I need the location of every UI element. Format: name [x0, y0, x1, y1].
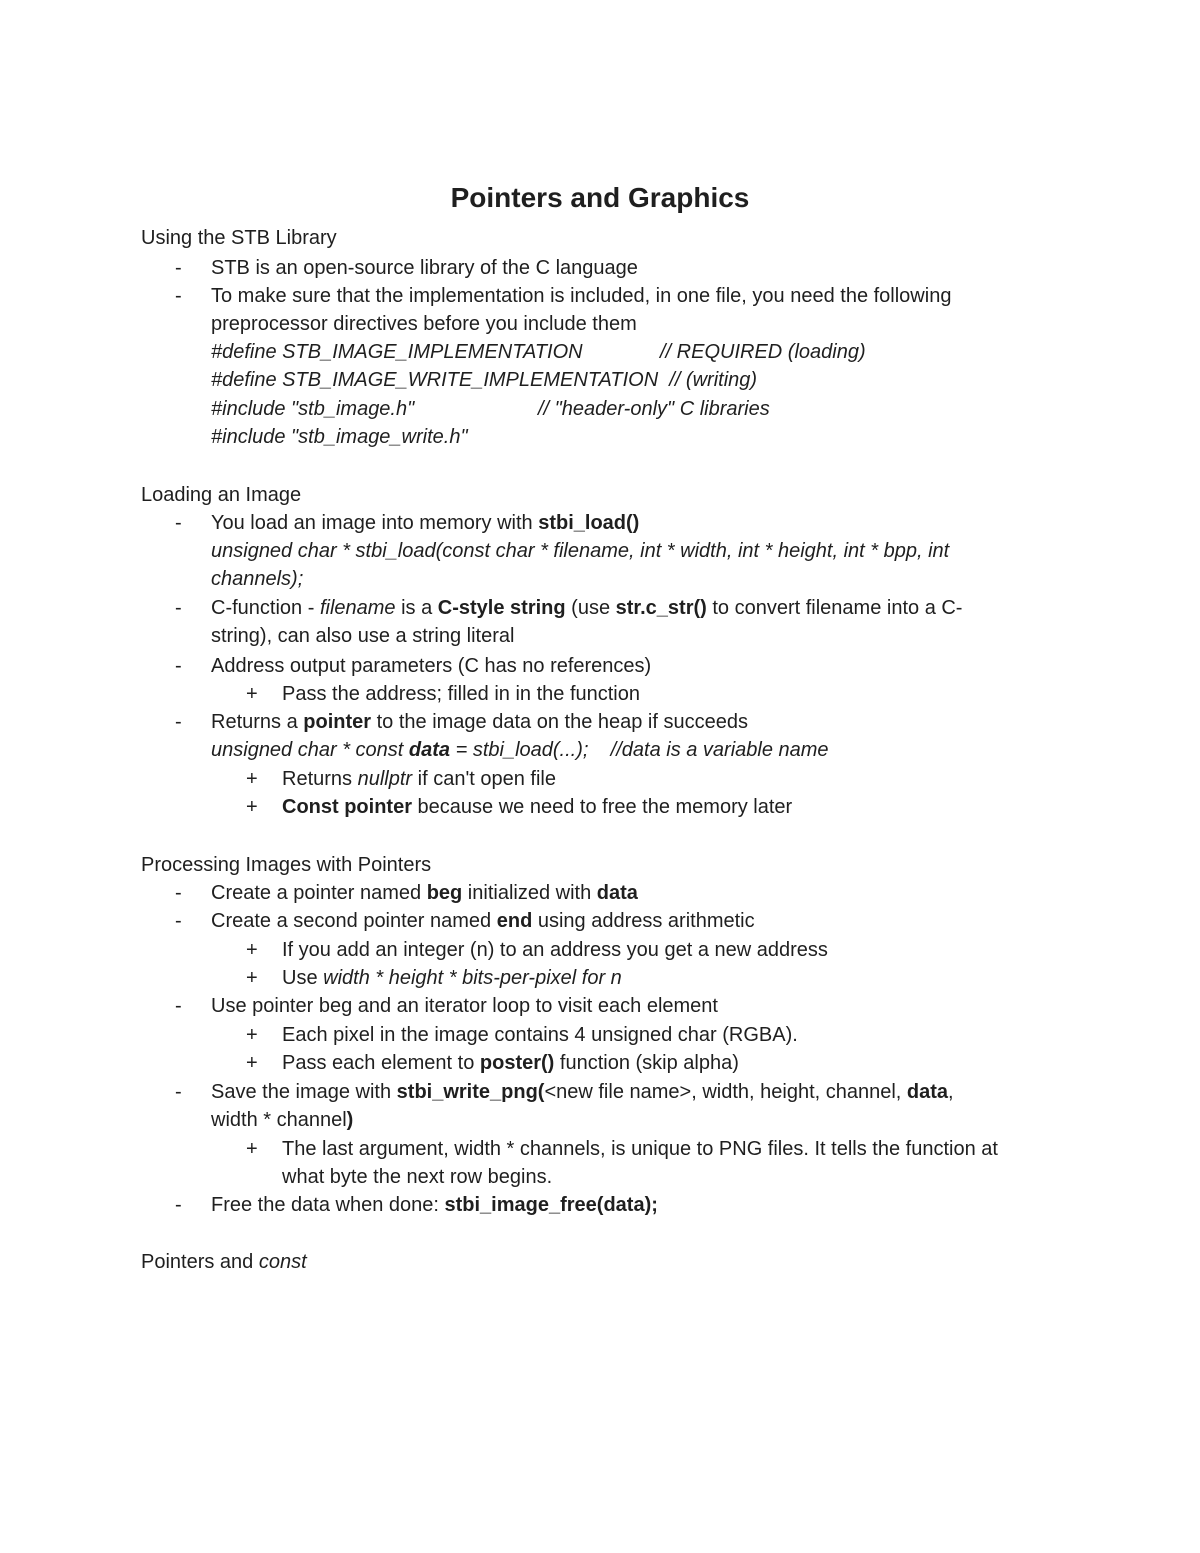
processing-bullet-2-sub-1: If you add an integer (n) to an address you get a new address	[282, 939, 828, 961]
const-pointer-term: Const pointer	[282, 796, 412, 818]
processing-bullet-3: Use pointer beg and an iterator loop to visit each element	[211, 995, 718, 1017]
section-heading-const	[141, 1248, 307, 1276]
stbi-load-signature-line-2	[211, 565, 303, 593]
bullet-marker: -	[175, 655, 182, 677]
code-comment-required	[660, 338, 866, 366]
processing-bullet-3-sub-2	[282, 1049, 739, 1077]
loading-bullet-4-sub-2	[282, 793, 792, 821]
sub-bullet-marker: +	[246, 1052, 258, 1074]
bullet-marker: -	[175, 597, 182, 619]
beg-term: beg	[426, 882, 463, 904]
section-heading-loading: Loading an Image	[141, 484, 302, 506]
sub-bullet-marker: +	[246, 1024, 258, 1046]
sub-bullet-marker: +	[246, 796, 258, 818]
text: to convert filename into a C-	[706, 597, 963, 619]
text: You load an image into memory with	[211, 512, 539, 534]
text: using address arithmetic	[532, 910, 755, 932]
text: (use	[565, 597, 616, 619]
processing-bullet-2	[211, 907, 755, 935]
text: to the image data on the heap if succeeds	[371, 711, 748, 733]
text: Use	[282, 967, 324, 989]
text: if can't open file	[412, 768, 556, 790]
processing-bullet-4-line-2	[211, 1106, 353, 1134]
processing-bullet-5	[211, 1191, 658, 1219]
nullptr-term: nullptr	[357, 768, 413, 790]
text: C-function -	[211, 597, 320, 619]
pointer-term: pointer	[303, 711, 372, 733]
bullet-marker: -	[175, 1081, 182, 1103]
text: Pass each element to	[282, 1052, 480, 1074]
loading-bullet-1	[211, 509, 639, 537]
closing-paren: )	[346, 1109, 354, 1131]
data-term: data	[906, 1081, 949, 1103]
code-line-define-write	[211, 366, 757, 394]
stbi-load-signature-line-1	[211, 537, 949, 565]
processing-bullet-2-sub-2	[282, 964, 622, 992]
loading-bullet-2-line-1	[211, 594, 962, 622]
bullet-marker: -	[175, 512, 182, 534]
code-comment-header-only	[538, 395, 770, 423]
text: <new file name>, width, height, channel,	[544, 1081, 907, 1103]
text: Returns	[282, 768, 358, 790]
loading-bullet-3-sub-1: Pass the address; filled in in the function	[282, 683, 640, 705]
processing-bullet-3-sub-1: Each pixel in the image contains 4 unsigned char (RGBA).	[282, 1024, 798, 1046]
bullet-marker: -	[175, 882, 182, 904]
text: Returns a	[211, 711, 304, 733]
loading-bullet-4	[211, 708, 748, 736]
code-text: unsigned char * const	[211, 739, 409, 761]
text: function (skip alpha)	[554, 1052, 739, 1074]
text: Free the data when done:	[211, 1194, 445, 1216]
stbi-image-free-function: stbi_image_free(data);	[444, 1194, 658, 1216]
text: width * channel	[211, 1109, 347, 1131]
bullet-marker: -	[175, 1194, 182, 1216]
code-include-write: #include "stb_image_write.h"	[211, 426, 468, 448]
section-heading-processing: Processing Images with Pointers	[141, 854, 432, 876]
stb-bullet-2-line-2: preprocessor directives before you include them	[211, 313, 637, 335]
sub-bullet-marker: +	[246, 939, 258, 961]
text: initialized with	[462, 882, 597, 904]
sub-bullet-marker: +	[246, 768, 258, 790]
processing-bullet-4-sub-1-line-2: what byte the next row begins.	[282, 1166, 553, 1188]
loading-bullet-4-sub-1	[282, 765, 556, 793]
text: Pointers and	[141, 1251, 259, 1273]
sub-bullet-marker: +	[246, 967, 258, 989]
processing-bullet-4-line-1	[211, 1078, 954, 1106]
loading-bullet-3: Address output parameters (C has no references)	[211, 655, 652, 677]
text: because we need to free the memory later	[412, 796, 793, 818]
loading-bullet-2-line-2: string), can also use a string literal	[211, 625, 515, 647]
bullet-marker: -	[175, 995, 182, 1017]
section-heading-stb: Using the STB Library	[141, 227, 337, 249]
formula-text: width * height * bits-per-pixel for n	[323, 967, 622, 989]
code-include-image: #include "stb_image.h"	[211, 398, 415, 420]
processing-bullet-1	[211, 879, 638, 907]
code-comment-required-text: // REQUIRED (loading)	[660, 341, 866, 363]
const-term: const	[258, 1251, 307, 1273]
poster-function: poster()	[479, 1052, 555, 1074]
c-str-function: str.c_str()	[615, 597, 707, 619]
code-define-write: #define STB_IMAGE_WRITE_IMPLEMENTATION // (writing)	[211, 369, 758, 391]
text: is a	[395, 597, 438, 619]
bullet-marker: -	[175, 711, 182, 733]
stb-bullet-2-line-1: To make sure that the implementation is included, in one file, you need the following	[211, 285, 952, 307]
text: Save the image with	[211, 1081, 397, 1103]
stb-bullet-1: STB is an open-source library of the C language	[211, 257, 638, 279]
sub-bullet-marker: +	[246, 683, 258, 705]
stbi-write-png-function: stbi_write_png(	[396, 1081, 545, 1103]
code-text: = stbi_load(...); //data is a variable name	[450, 739, 829, 761]
filename-term: filename	[319, 597, 396, 619]
code-line-include-image	[211, 395, 414, 423]
text: Create a second pointer named	[211, 910, 497, 932]
end-term: end	[496, 910, 533, 932]
processing-bullet-4-sub-1-line-1: The last argument, width * channels, is unique to PNG files. It tells the function at	[282, 1138, 998, 1160]
text: Create a pointer named	[211, 882, 427, 904]
bullet-marker: -	[175, 257, 182, 279]
code-line-include-write	[211, 423, 468, 451]
sub-bullet-marker: +	[246, 1138, 258, 1160]
code-comment-header-only-text: // "header-only" C libraries	[538, 398, 770, 420]
data-variable: data	[408, 739, 451, 761]
bullet-marker: -	[175, 285, 182, 307]
stbi-load-function: stbi_load()	[538, 512, 640, 534]
data-term: data	[596, 882, 638, 904]
loading-code-line	[211, 736, 829, 764]
document-title: Pointers and Graphics	[450, 182, 750, 213]
code-line-define-impl	[211, 338, 583, 366]
code-define-impl: #define STB_IMAGE_IMPLEMENTATION	[211, 341, 583, 363]
text: ,	[948, 1081, 954, 1103]
bullet-marker: -	[175, 910, 182, 932]
c-style-string-term: C-style string	[437, 597, 566, 619]
signature-text: channels);	[211, 568, 304, 590]
signature-text: unsigned char * stbi_load(const char * filename, int * width, int * height, int * bpp, int	[211, 540, 950, 562]
